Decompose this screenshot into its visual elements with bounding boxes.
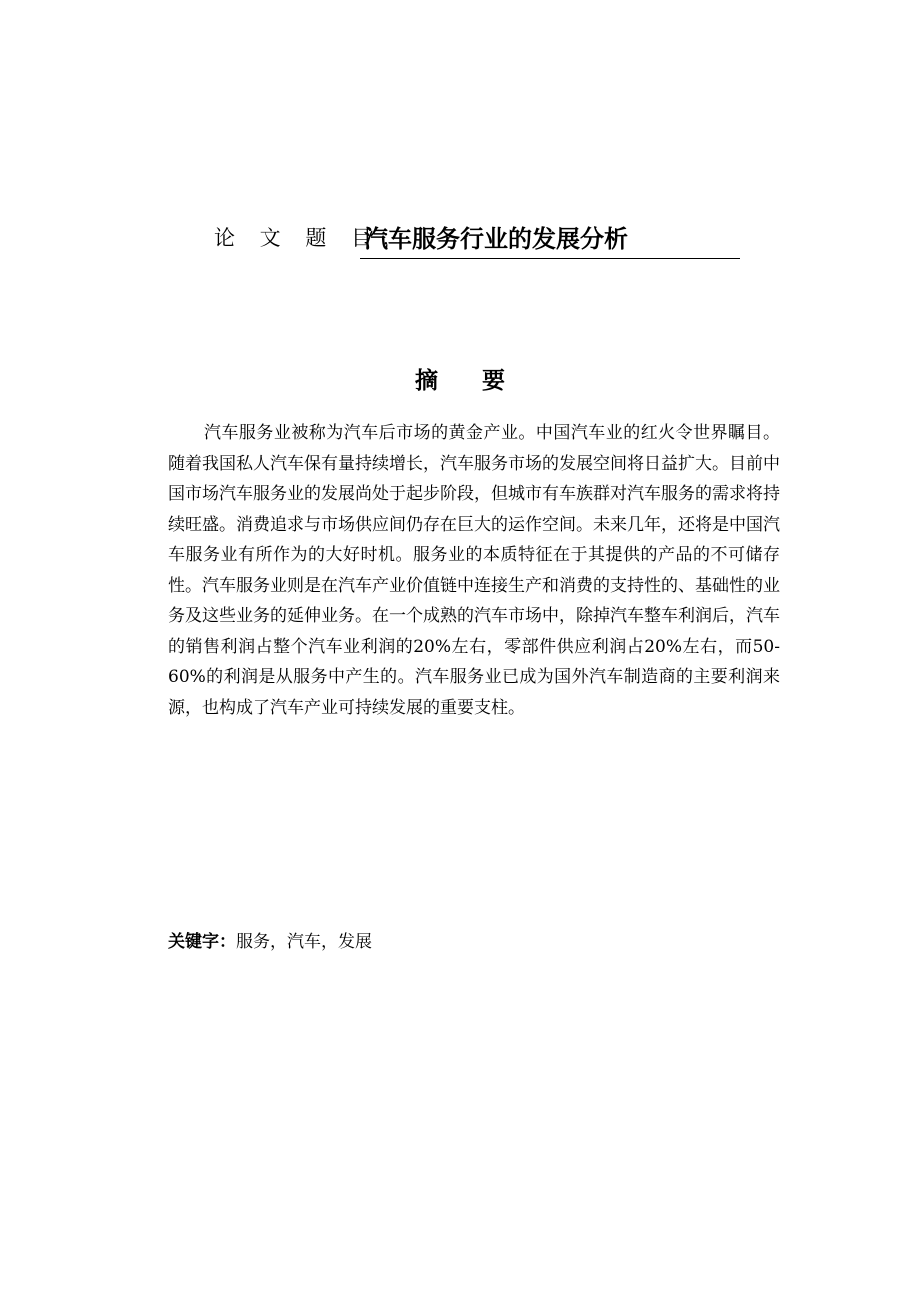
keywords-label: 关键字： [168,932,236,952]
keywords-value: 服务，汽车，发展 [236,932,372,952]
thesis-title-row [214,218,744,262]
keywords-line [168,927,372,952]
abstract-body: 汽车服务业被称为汽车后市场的黄金产业。中国汽车业的红火令世界瞩目。随着我国私人汽车保有量持续增长，汽车服务市场的发展空间将日益扩大。目前中国市场汽车服务业的发展尚处于起步阶段，但城市有车族群对汽车服务的需求将持续旺盛。消费追求与市场供应间仍存在巨大的运作空间。未来几年，还将是中国汽车服务业有所作为的大好时机。服务业的本质特征在于其提供的产品的不可储存性。汽车服务业则是在汽车产业价值链中连接生产和消费的支持性的、基础性的业务及这些业务的延伸业务。在一个成熟的汽车市场中，除掉汽车整车利润后，汽车的销售利润占整个汽车业利润的20%左右，零部件供应利润占20%左右，而50-60%的利润是从服务中产生的。汽车服务业已成为国外汽车制造商的主要利润来源，也构成了汽车产业可持续发展的重要支柱。 [168,423,780,718]
thesis-title-text: 汽车服务行业的发展分析 [364,225,628,253]
thesis-title-label: 论 文 题 目： [214,226,412,250]
thesis-title-field [360,218,740,259]
abstract-heading: 摘 要 [414,368,523,394]
